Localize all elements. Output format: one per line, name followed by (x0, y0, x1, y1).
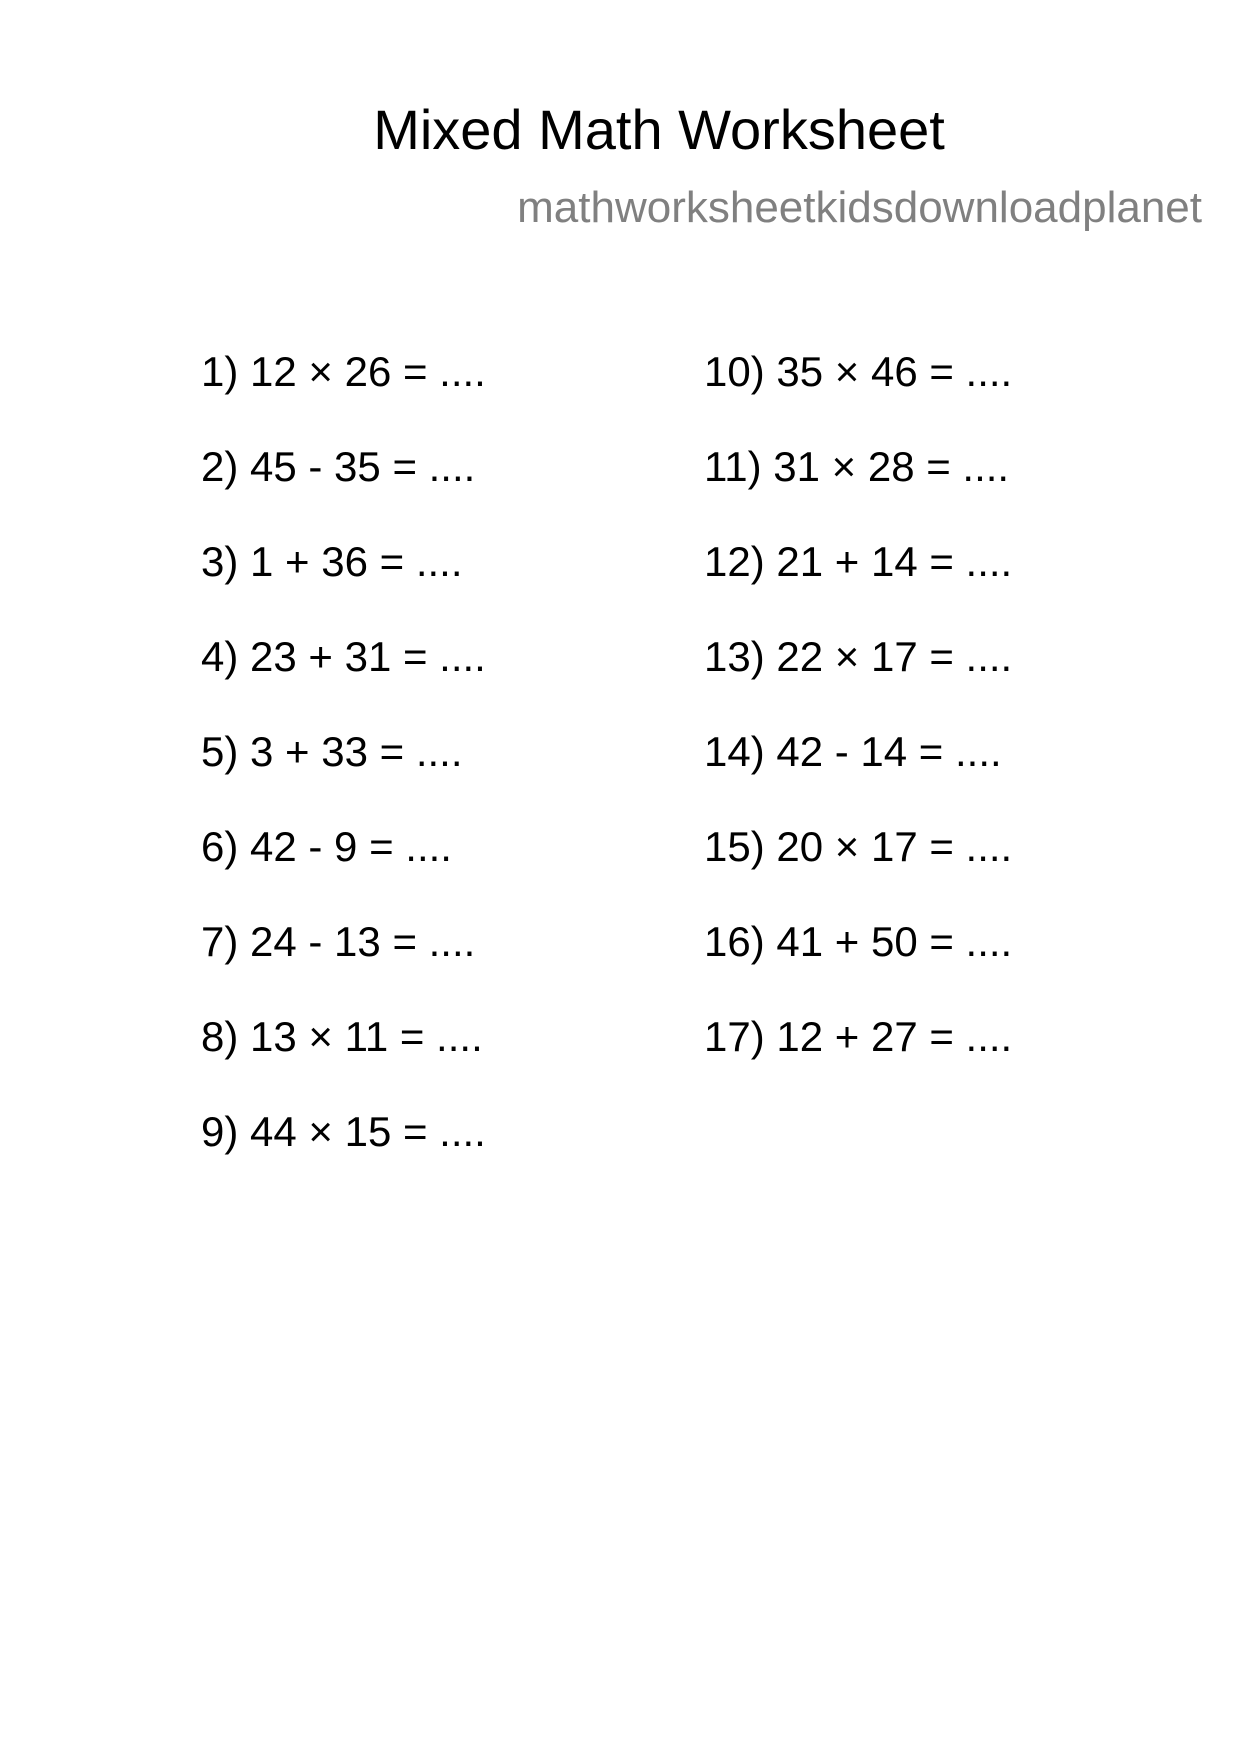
problem-item: 13) 22 × 17 = .... (704, 633, 1013, 680)
site-credit: mathworksheetkidsdownloadplanet (517, 183, 1202, 232)
problem-item: 4) 23 + 31 = .... (201, 633, 486, 680)
problem-column-right (704, 348, 1012, 1061)
page-title: Mixed Math Worksheet (373, 98, 945, 161)
problem-item: 12) 21 + 14 = .... (704, 538, 1013, 585)
problem-item: 16) 41 + 50 = .... (704, 918, 1013, 965)
problem-item: 6) 42 - 9 = .... (201, 823, 452, 870)
problem-item: 11) 31 × 28 = .... (704, 443, 1010, 490)
problem-item: 3) 1 + 36 = .... (201, 538, 463, 585)
problem-item: 8) 13 × 11 = .... (201, 1013, 483, 1060)
problem-column-left (201, 348, 486, 1156)
problem-item: 1) 12 × 26 = .... (201, 348, 486, 395)
problem-item: 10) 35 × 46 = .... (704, 348, 1013, 395)
problem-item: 17) 12 + 27 = .... (704, 1013, 1013, 1060)
problem-item: 5) 3 + 33 = .... (201, 728, 463, 775)
problem-item: 9) 44 × 15 = .... (201, 1108, 486, 1155)
problem-item: 14) 42 - 14 = .... (704, 728, 1002, 775)
problem-item: 15) 20 × 17 = .... (704, 823, 1013, 870)
problem-item: 7) 24 - 13 = .... (201, 918, 476, 965)
problem-item: 2) 45 - 35 = .... (201, 443, 476, 490)
